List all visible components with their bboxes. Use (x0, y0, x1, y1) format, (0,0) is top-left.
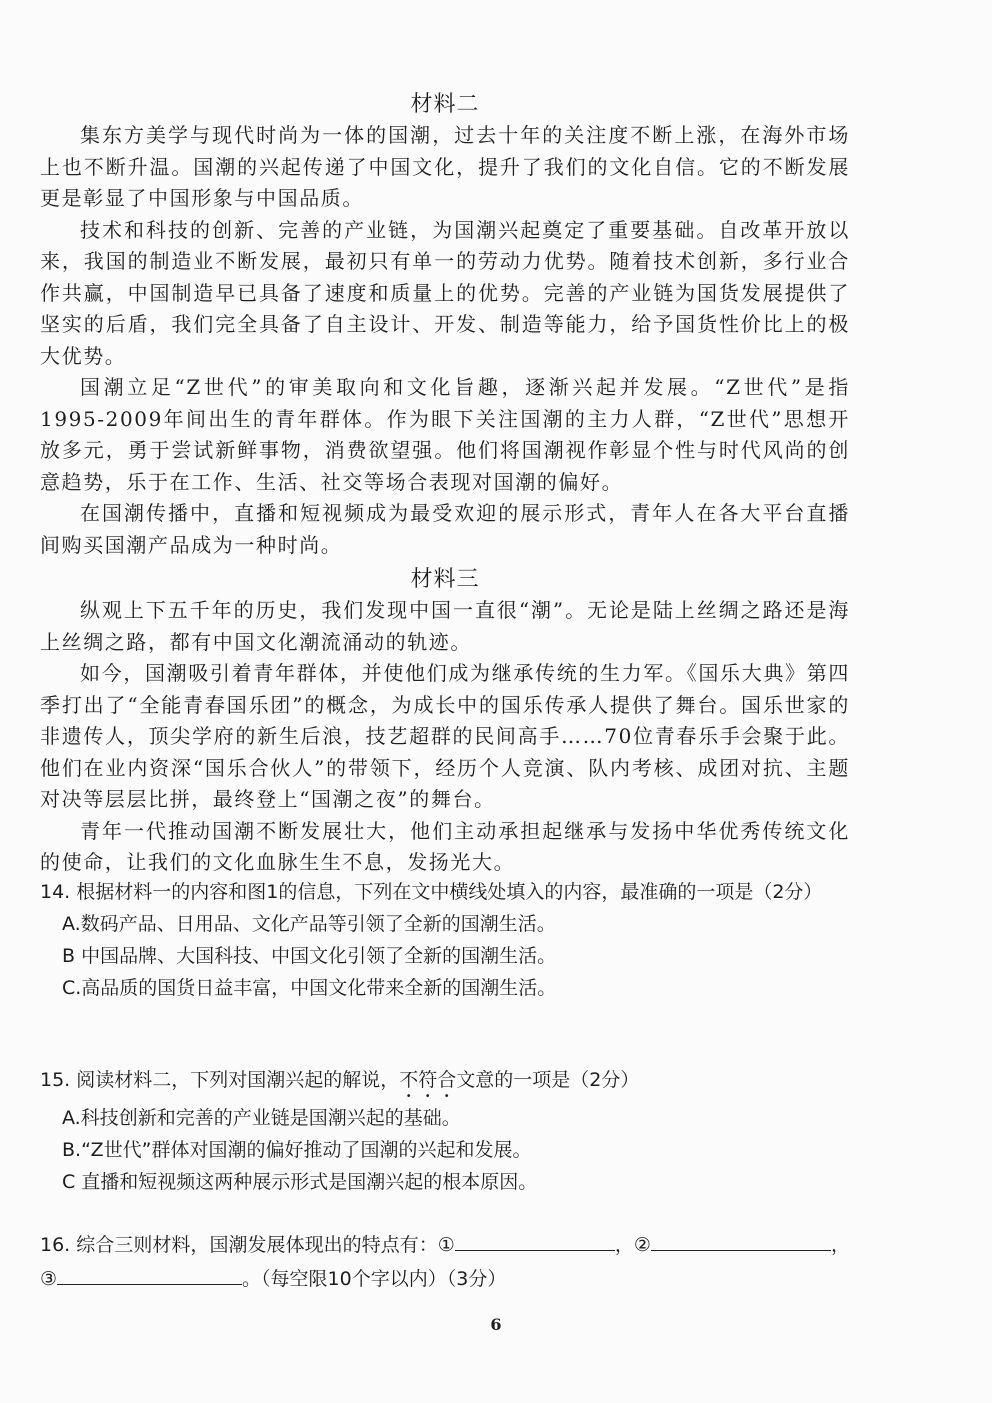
question-15-option-c: C 直播和短视频这两种展示形式是国潮兴起的根本原因。 (62, 1171, 538, 1193)
question-14-option-c: C.高品质的国货日益丰富，中国文化带来全新的国潮生活。 (62, 977, 557, 999)
material-two-title: 材料二 (410, 92, 480, 117)
answer-blank-1[interactable] (455, 1232, 615, 1251)
answer-blank-2[interactable] (651, 1232, 831, 1251)
question-16-separator-1: ，② (614, 1234, 651, 1256)
material-two-section (40, 90, 850, 561)
material-three-paragraph-3: 青年一代推动国潮不断发展壮大，他们主动承担起继承与发扬中华优秀传统文化的使命，让我们的文化血脉生生不息，发扬光大。 (40, 818, 850, 874)
material-two-paragraph-3: 国潮立足“Z世代”的审美取向和文化旨趣，逐渐兴起并发展。“Z世代”是指1995-2009年间出生的青年群体。作为眼下关注国潮的主力人群，“Z世代”思想开放多元，勇于尝试新鲜事物，消费欲望强。他们将国潮视作彰显个性与时代风尚的创意趋势，乐于在工作、生活、社交等场合表现对国潮的偏好。 (40, 375, 850, 494)
question-15 (40, 1065, 850, 1198)
material-three-title: 材料三 (410, 567, 480, 592)
question-15-stem-start: 15. 阅读材料二，下列对国潮兴起的解说， (40, 1069, 400, 1091)
answer-blank-3[interactable] (57, 1266, 242, 1285)
material-three-paragraph-2: 如今，国潮吸引着青年群体，并使他们成为继承传统的生力军。《国乐大典》第四季打出了“全能青春国乐团”的概念，为成长中的国乐传承人提供了舞台。国乐世家的非遗传人，顶尖学府的新生后浪，技艺超群的民间高手……70位青春乐手会聚于此。他们在业内资深“国乐合伙人”的带领下，经历个人竞演、队内考核、成团对抗、主题对决等层层比拼，最终登上“国潮之夜”的舞台。 (40, 661, 850, 811)
question-16 (40, 1228, 850, 1296)
question-16-stem-text: 16. 综合三则材料，国潮发展体现出的特点有：① (40, 1234, 455, 1256)
question-16-stem (40, 1228, 850, 1296)
material-two-paragraph-1: 集东方美学与现代时尚为一体的国潮，过去十年的关注度不断上涨，在海外市场上也不断升温。国潮的兴起传递了中国文化，提升了我们的文化自信。它的不断发展更是彰显了中国形象与中国品质。 (40, 123, 850, 210)
material-three-paragraph-1: 纵观上下五千年的历史，我们发现中国一直很“潮”。无论是陆上丝绸之路还是海上丝绸之路，都有中国文化潮流涌动的轨迹。 (40, 598, 850, 654)
question-14-stem: 14. 根据材料一的内容和图1的信息，下列在文中横线处填入的内容，最准确的一项是（2分） (40, 881, 823, 903)
material-three-section (40, 565, 850, 879)
question-15-stem-end: 文意的一项是（2分） (456, 1069, 640, 1091)
question-14-option-b: B 中国品牌、大国科技、中国文化引领了全新的国潮生活。 (62, 945, 557, 967)
question-16-separator-2: ，③ (40, 1234, 850, 1290)
question-15-option-a: A.科技创新和完善的产业链是国潮兴起的基础。 (62, 1107, 461, 1129)
material-two-paragraph-4: 在国潮传播中，直播和短视频成为最受欢迎的展示形式，青年人在各大平台直播间购买国潮产品成为一种时尚。 (40, 501, 850, 557)
question-15-emphasis: 不符合 (399, 1069, 457, 1091)
question-14 (40, 877, 850, 1004)
question-15-option-b: B.“Z世代”群体对国潮的偏好推动了国潮的兴起和发展。 (62, 1139, 532, 1161)
material-two-paragraph-2: 技术和科技的创新、完善的产业链，为国潮兴起奠定了重要基础。自改革开放以来，我国的制造业不断发展，最初只有单一的劳动力优势。随着技术创新，多行业合作共赢，中国制造早已具备了速度和质量上的优势。完善的产业链为国货发展提供了坚实的后盾，我们完全具备了自主设计、开发、制造等能力，给予国货性价比上的极大优势。 (40, 217, 850, 368)
page-number: 6 (490, 1315, 502, 1334)
question-14-option-a: A.数码产品、日用品、文化产品等引领了全新的国潮生活。 (62, 913, 556, 935)
question-16-tail: 。（每空限10个字以内）（3分） (242, 1268, 507, 1290)
question-15-stem (40, 1065, 850, 1102)
